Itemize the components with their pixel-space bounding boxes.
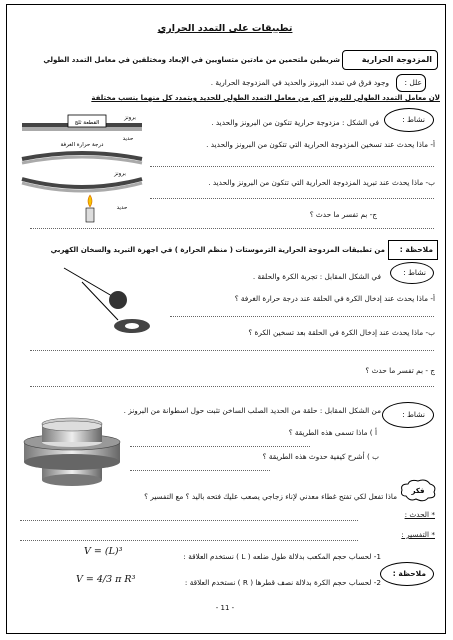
activity2-label: نشاط :: [403, 268, 426, 277]
ball-rod: [64, 268, 112, 296]
activity2-q-c: ج - بم تفسر ما حدث ؟: [365, 366, 435, 375]
note1-label-box: [388, 240, 438, 260]
activity3-badge: [382, 402, 434, 428]
activity3-q-b: ب ) أشرح كيفية حدوث هذه الطريقة ؟: [262, 452, 379, 461]
formula-cube: V = (L)³: [84, 546, 123, 557]
ball-ring-figure: [62, 262, 172, 342]
strip-iron: [22, 127, 142, 131]
activity1-q-c: ج- بم تفسر ما حدث ؟: [309, 210, 377, 219]
answer-line: [30, 350, 434, 351]
answer-line: [30, 228, 434, 229]
shrink-fit-figure: [18, 416, 128, 488]
think-event-label: * الحدث :: [404, 510, 435, 519]
activity3-desc: من الشكل المقابل : حلقة من الحديد الصلب الساخن تثبت حول اسطوانة من البرونز .: [123, 406, 381, 415]
note2-badge: [380, 562, 434, 586]
formula-sphere: V = 4/3 π R³: [76, 574, 136, 585]
activity3-q-a: أ ) ماذا تسمى هذه الطريقة ؟: [288, 428, 377, 437]
ring-bottom: [24, 454, 120, 470]
iron-top-label: حديد: [122, 136, 134, 142]
page-number: - 11 -: [215, 604, 235, 612]
think-explain-label: * التفسير :: [401, 530, 435, 539]
think-label: فكر: [411, 487, 425, 495]
cylinder-bottom: [42, 474, 102, 486]
brass-top-label: برونز: [124, 115, 136, 121]
answer-line: [20, 540, 358, 541]
page-title: تطبيقات على التمدد الحراري: [157, 23, 293, 34]
activity1-q-b: ب- ماذا يحدث عند تبريد المزدوجة الحرارية التي تتكون من البرونز والحديد .: [208, 178, 435, 187]
think-cloud-icon: [398, 478, 438, 504]
answer-line: [170, 316, 434, 317]
ice-block-label: القطعة ثلج: [74, 120, 100, 126]
cylinder-upper: [42, 432, 102, 442]
cylinder-cap: [42, 421, 102, 431]
note1-label: ملاحظة :: [399, 245, 433, 254]
bimetal-figure: [20, 113, 150, 223]
activity1-desc: في الشكل : مزدوجة حرارية تتكون من البرونز والحديد .: [211, 118, 379, 127]
note2-item1: 1- لحساب حجم المكعب بدلالة طول ضلعه ( L ) نستخدم العلاقة :: [183, 552, 381, 561]
page-title-wrap: [150, 16, 300, 35]
iron-bottom-label: حديد: [116, 205, 128, 211]
note2-label: ملاحظة :: [392, 569, 426, 578]
bimetal-label: المزدوجة الحرارية: [361, 55, 432, 64]
answer-line: [20, 520, 358, 521]
illa-label-box: [396, 74, 426, 92]
note2-item2: 2- لحساب حجم الكرة بدلالة نصف قطرها ( R ) نستخدم العلاقة :: [184, 578, 381, 587]
think-question: ماذا تفعل لكي تفتح غطاء معدني لإناء زجاجي يصعب عليك فتحه باليد ؟ مع التفسير ؟: [144, 492, 397, 501]
illa-label: علل :: [404, 78, 422, 87]
answer-line: [130, 446, 310, 447]
candle-icon: [86, 208, 94, 222]
activity1-badge: [384, 108, 434, 132]
ball-icon: [109, 291, 127, 309]
activity1-label: نشاط :: [402, 115, 425, 124]
ring-hole: [125, 323, 139, 329]
bimetal-intro: شريطين ملتحمين من مادتين متساويين في الإبعاد ومختلفين في معامل التمدد الطولي: [43, 56, 340, 64]
activity2-desc: في الشكل المقابل : تجربة الكرة والحلقة .: [252, 272, 381, 281]
activity2-q-b: ب- ماذا يحدث عند إدخال الكرة في الحلقة بعد تسخين الكرة ؟: [248, 328, 435, 337]
activity3-label: نشاط :: [402, 410, 425, 419]
activity1-q-a: أ- ماذا يحدث عند تسخين المزدوجة الحرارية التي تتكون من البرونز والحديد .: [206, 140, 435, 149]
flame-icon: [88, 195, 92, 207]
bimetal-label-box: [342, 50, 438, 70]
activity2-badge: [390, 262, 434, 284]
illa-answer: لأن معامل التمدد الطولي للبرونز اكبر من معامل التمدد الطولي للحديد ويتمدد كل منهما بنسب مختلفة: [91, 94, 440, 102]
answer-line: [150, 198, 434, 199]
answer-line: [130, 470, 270, 471]
room-temp-label: درجة حرارة الغرفة: [60, 142, 104, 148]
note1-text: من تطبيقات المزدوجة الحرارية الترموستات ( منظم الحرارة ) في أجهزة التبريد والسخان الكهربي: [50, 246, 385, 254]
brass-bottom-label: برونز: [114, 171, 126, 177]
illa-question: وجود فرق في تمدد البرونز والحديد في المزدوجة الحرارية .: [210, 78, 389, 87]
answer-line: [30, 386, 434, 387]
activity2-q-a: أ- ماذا يحدث عند إدخال الكرة في الحلقة عند درجة حرارة الغرفة ؟: [234, 294, 435, 303]
answer-line: [150, 166, 434, 167]
